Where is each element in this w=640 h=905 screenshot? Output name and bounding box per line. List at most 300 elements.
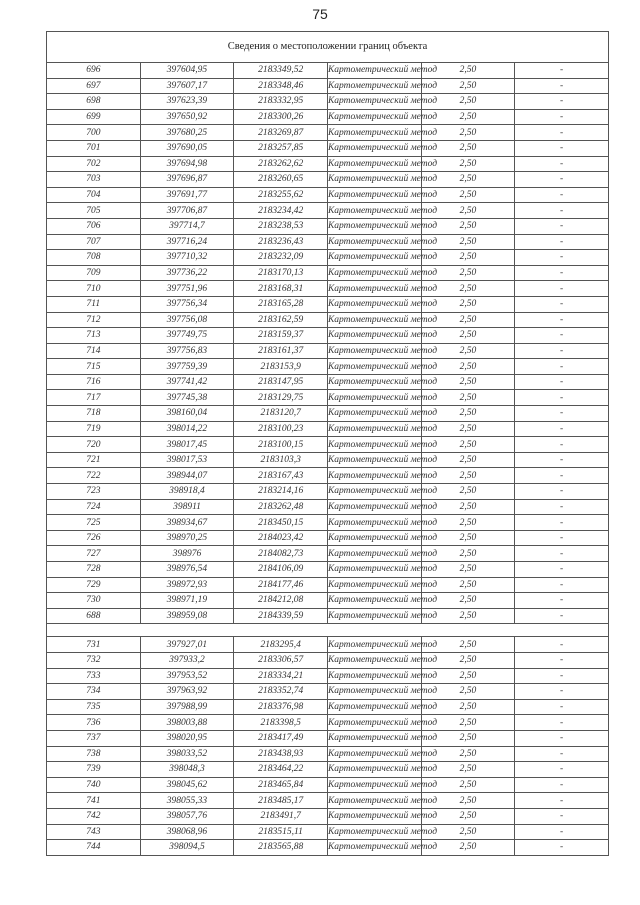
table-row (47, 577, 609, 593)
description-cell: - (515, 390, 609, 406)
method-cell: Картометрический метод (327, 343, 421, 359)
y-coordinate-cell: 2183147,95 (234, 374, 328, 390)
table-row (47, 390, 609, 406)
y-coordinate-cell: 2184106,09 (234, 562, 328, 578)
accuracy-cell: 2,50 (421, 296, 515, 312)
table-row (47, 515, 609, 531)
table-row (47, 562, 609, 578)
y-coordinate-cell: 2183450,15 (234, 515, 328, 531)
x-coordinate-cell: 397953,52 (140, 668, 234, 684)
description-cell: - (515, 343, 609, 359)
accuracy-cell: 2,50 (421, 406, 515, 422)
table-row (47, 484, 609, 500)
method-cell: Картометрический метод (327, 840, 421, 856)
point-number-cell: 707 (47, 234, 141, 250)
y-coordinate-cell: 2183238,53 (234, 218, 328, 234)
table-row (47, 840, 609, 856)
y-coordinate-cell: 2183438,93 (234, 746, 328, 762)
accuracy-cell: 2,50 (421, 187, 515, 203)
method-cell: Картометрический метод (327, 637, 421, 653)
description-cell: - (515, 218, 609, 234)
point-number-cell: 717 (47, 390, 141, 406)
table-row (47, 421, 609, 437)
description-cell: - (515, 530, 609, 546)
accuracy-cell: 2,50 (421, 359, 515, 375)
table-row (47, 234, 609, 250)
point-number-cell: 703 (47, 172, 141, 188)
y-coordinate-cell: 2183162,59 (234, 312, 328, 328)
x-coordinate-cell: 397736,22 (140, 265, 234, 281)
method-cell: Картометрический метод (327, 109, 421, 125)
point-number-cell: 740 (47, 777, 141, 793)
y-coordinate-cell: 2183120,7 (234, 406, 328, 422)
description-cell: - (515, 374, 609, 390)
method-cell: Картометрический метод (327, 730, 421, 746)
y-coordinate-cell: 2183214,16 (234, 484, 328, 500)
point-number-cell: 728 (47, 562, 141, 578)
table-row (47, 808, 609, 824)
method-cell: Картометрический метод (327, 78, 421, 94)
method-cell: Картометрический метод (327, 374, 421, 390)
description-cell: - (515, 637, 609, 653)
method-cell: Картометрический метод (327, 156, 421, 172)
accuracy-cell: 2,50 (421, 699, 515, 715)
description-cell: - (515, 793, 609, 809)
accuracy-cell: 2,50 (421, 140, 515, 156)
y-coordinate-cell: 2183349,52 (234, 63, 328, 79)
accuracy-cell: 2,50 (421, 78, 515, 94)
point-number-cell: 737 (47, 730, 141, 746)
description-cell: - (515, 421, 609, 437)
y-coordinate-cell: 2183100,23 (234, 421, 328, 437)
section-separator-row (47, 624, 609, 637)
y-coordinate-cell: 2183103,3 (234, 452, 328, 468)
y-coordinate-cell: 2183168,31 (234, 281, 328, 297)
y-coordinate-cell: 2183232,09 (234, 250, 328, 266)
y-coordinate-cell: 2183348,46 (234, 78, 328, 94)
accuracy-cell: 2,50 (421, 593, 515, 609)
method-cell: Картометрический метод (327, 652, 421, 668)
description-cell: - (515, 140, 609, 156)
point-number-cell: 708 (47, 250, 141, 266)
accuracy-cell: 2,50 (421, 156, 515, 172)
y-coordinate-cell: 2183352,74 (234, 684, 328, 700)
x-coordinate-cell: 398972,93 (140, 577, 234, 593)
method-cell: Картометрический метод (327, 793, 421, 809)
method-cell: Картометрический метод (327, 746, 421, 762)
accuracy-cell: 2,50 (421, 390, 515, 406)
x-coordinate-cell: 397690,05 (140, 140, 234, 156)
table-row (47, 250, 609, 266)
accuracy-cell: 2,50 (421, 562, 515, 578)
description-cell: - (515, 499, 609, 515)
description-cell: - (515, 328, 609, 344)
x-coordinate-cell: 397759,39 (140, 359, 234, 375)
table-row (47, 593, 609, 609)
point-number-cell: 741 (47, 793, 141, 809)
y-coordinate-cell: 2183257,85 (234, 140, 328, 156)
table-row (47, 187, 609, 203)
point-number-cell: 732 (47, 652, 141, 668)
table-row (47, 312, 609, 328)
point-number-cell: 700 (47, 125, 141, 141)
table-row (47, 265, 609, 281)
description-cell: - (515, 78, 609, 94)
method-cell: Картометрический метод (327, 608, 421, 624)
method-cell: Картометрический метод (327, 203, 421, 219)
table-row (47, 499, 609, 515)
accuracy-cell: 2,50 (421, 312, 515, 328)
table-title-row (47, 32, 609, 63)
table-row (47, 140, 609, 156)
table-row (47, 762, 609, 778)
accuracy-cell: 2,50 (421, 250, 515, 266)
description-cell: - (515, 808, 609, 824)
table-row (47, 437, 609, 453)
x-coordinate-cell: 398944,07 (140, 468, 234, 484)
x-coordinate-cell: 397714,7 (140, 218, 234, 234)
x-coordinate-cell: 398976 (140, 546, 234, 562)
description-cell: - (515, 546, 609, 562)
description-cell: - (515, 668, 609, 684)
y-coordinate-cell: 2183129,75 (234, 390, 328, 406)
point-number-cell: 709 (47, 265, 141, 281)
point-number-cell: 722 (47, 468, 141, 484)
accuracy-cell: 2,50 (421, 824, 515, 840)
x-coordinate-cell: 397696,87 (140, 172, 234, 188)
y-coordinate-cell: 2183465,84 (234, 777, 328, 793)
point-number-cell: 726 (47, 530, 141, 546)
method-cell: Картометрический метод (327, 390, 421, 406)
y-coordinate-cell: 2183255,62 (234, 187, 328, 203)
description-cell: - (515, 515, 609, 531)
accuracy-cell: 2,50 (421, 374, 515, 390)
x-coordinate-cell: 397716,24 (140, 234, 234, 250)
description-cell: - (515, 608, 609, 624)
y-coordinate-cell: 2183306,57 (234, 652, 328, 668)
accuracy-cell: 2,50 (421, 484, 515, 500)
method-cell: Картометрический метод (327, 684, 421, 700)
x-coordinate-cell: 398934,67 (140, 515, 234, 531)
point-number-cell: 716 (47, 374, 141, 390)
method-cell: Картометрический метод (327, 94, 421, 110)
x-coordinate-cell: 398017,45 (140, 437, 234, 453)
x-coordinate-cell: 398003,88 (140, 715, 234, 731)
method-cell: Картометрический метод (327, 296, 421, 312)
x-coordinate-cell: 397710,32 (140, 250, 234, 266)
method-cell: Картометрический метод (327, 699, 421, 715)
point-number-cell: 702 (47, 156, 141, 172)
x-coordinate-cell: 397623,39 (140, 94, 234, 110)
y-coordinate-cell: 2183295,4 (234, 637, 328, 653)
accuracy-cell: 2,50 (421, 777, 515, 793)
table-row (47, 78, 609, 94)
description-cell: - (515, 593, 609, 609)
y-coordinate-cell: 2183234,42 (234, 203, 328, 219)
point-number-cell: 718 (47, 406, 141, 422)
description-cell: - (515, 452, 609, 468)
table-row (47, 281, 609, 297)
method-cell: Картометрический метод (327, 762, 421, 778)
description-cell: - (515, 652, 609, 668)
method-cell: Картометрический метод (327, 530, 421, 546)
table-row (47, 328, 609, 344)
x-coordinate-cell: 398045,62 (140, 777, 234, 793)
description-cell: - (515, 777, 609, 793)
y-coordinate-cell: 2184212,08 (234, 593, 328, 609)
y-coordinate-cell: 2184023,42 (234, 530, 328, 546)
table-row (47, 63, 609, 79)
point-number-cell: 697 (47, 78, 141, 94)
accuracy-cell: 2,50 (421, 730, 515, 746)
x-coordinate-cell: 397751,96 (140, 281, 234, 297)
accuracy-cell: 2,50 (421, 499, 515, 515)
description-cell: - (515, 468, 609, 484)
table-row (47, 125, 609, 141)
x-coordinate-cell: 397745,38 (140, 390, 234, 406)
accuracy-cell: 2,50 (421, 840, 515, 856)
y-coordinate-cell: 2183376,98 (234, 699, 328, 715)
description-cell: - (515, 109, 609, 125)
y-coordinate-cell: 2183269,87 (234, 125, 328, 141)
method-cell: Картометрический метод (327, 265, 421, 281)
point-number-cell: 724 (47, 499, 141, 515)
x-coordinate-cell: 397963,92 (140, 684, 234, 700)
x-coordinate-cell: 398911 (140, 499, 234, 515)
method-cell: Картометрический метод (327, 421, 421, 437)
method-cell: Картометрический метод (327, 468, 421, 484)
point-number-cell: 738 (47, 746, 141, 762)
method-cell: Картометрический метод (327, 125, 421, 141)
point-number-cell: 720 (47, 437, 141, 453)
description-cell: - (515, 172, 609, 188)
x-coordinate-cell: 398017,53 (140, 452, 234, 468)
accuracy-cell: 2,50 (421, 218, 515, 234)
method-cell: Картометрический метод (327, 668, 421, 684)
x-coordinate-cell: 397691,77 (140, 187, 234, 203)
method-cell: Картометрический метод (327, 593, 421, 609)
y-coordinate-cell: 2183159,37 (234, 328, 328, 344)
description-cell: - (515, 296, 609, 312)
x-coordinate-cell: 398014,22 (140, 421, 234, 437)
table-row (47, 468, 609, 484)
accuracy-cell: 2,50 (421, 637, 515, 653)
description-cell: - (515, 762, 609, 778)
method-cell: Картометрический метод (327, 499, 421, 515)
table-row (47, 296, 609, 312)
method-cell: Картометрический метод (327, 777, 421, 793)
table-row (47, 746, 609, 762)
accuracy-cell: 2,50 (421, 421, 515, 437)
method-cell: Картометрический метод (327, 218, 421, 234)
table-row (47, 652, 609, 668)
method-cell: Картометрический метод (327, 715, 421, 731)
boundary-table-body (47, 32, 609, 856)
method-cell: Картометрический метод (327, 187, 421, 203)
method-cell: Картометрический метод (327, 140, 421, 156)
method-cell: Картометрический метод (327, 359, 421, 375)
point-number-cell: 736 (47, 715, 141, 731)
x-coordinate-cell: 397650,92 (140, 109, 234, 125)
point-number-cell: 721 (47, 452, 141, 468)
point-number-cell: 699 (47, 109, 141, 125)
y-coordinate-cell: 2183332,95 (234, 94, 328, 110)
accuracy-cell: 2,50 (421, 125, 515, 141)
table-row (47, 452, 609, 468)
x-coordinate-cell: 398918,4 (140, 484, 234, 500)
y-coordinate-cell: 2184177,46 (234, 577, 328, 593)
table-row (47, 546, 609, 562)
description-cell: - (515, 577, 609, 593)
description-cell: - (515, 359, 609, 375)
method-cell: Картометрический метод (327, 250, 421, 266)
method-cell: Картометрический метод (327, 172, 421, 188)
table-row (47, 715, 609, 731)
point-number-cell: 710 (47, 281, 141, 297)
point-number-cell: 734 (47, 684, 141, 700)
x-coordinate-cell: 397680,25 (140, 125, 234, 141)
method-cell: Картометрический метод (327, 406, 421, 422)
x-coordinate-cell: 398055,33 (140, 793, 234, 809)
table-row (47, 406, 609, 422)
accuracy-cell: 2,50 (421, 577, 515, 593)
y-coordinate-cell: 2183161,37 (234, 343, 328, 359)
accuracy-cell: 2,50 (421, 437, 515, 453)
point-number-cell: 730 (47, 593, 141, 609)
x-coordinate-cell: 398033,52 (140, 746, 234, 762)
accuracy-cell: 2,50 (421, 762, 515, 778)
x-coordinate-cell: 397756,08 (140, 312, 234, 328)
table-row (47, 777, 609, 793)
description-cell: - (515, 250, 609, 266)
description-cell: - (515, 484, 609, 500)
point-number-cell: 719 (47, 421, 141, 437)
accuracy-cell: 2,50 (421, 452, 515, 468)
description-cell: - (515, 824, 609, 840)
point-number-cell: 704 (47, 187, 141, 203)
point-number-cell: 712 (47, 312, 141, 328)
accuracy-cell: 2,50 (421, 608, 515, 624)
x-coordinate-cell: 397988,99 (140, 699, 234, 715)
accuracy-cell: 2,50 (421, 281, 515, 297)
description-cell: - (515, 281, 609, 297)
table-row (47, 530, 609, 546)
method-cell: Картометрический метод (327, 234, 421, 250)
accuracy-cell: 2,50 (421, 468, 515, 484)
method-cell: Картометрический метод (327, 515, 421, 531)
point-number-cell: 731 (47, 637, 141, 653)
accuracy-cell: 2,50 (421, 109, 515, 125)
x-coordinate-cell: 397756,83 (140, 343, 234, 359)
accuracy-cell: 2,50 (421, 746, 515, 762)
accuracy-cell: 2,50 (421, 546, 515, 562)
table-row (47, 684, 609, 700)
x-coordinate-cell: 397694,98 (140, 156, 234, 172)
method-cell: Картометрический метод (327, 562, 421, 578)
description-cell: - (515, 437, 609, 453)
description-cell: - (515, 730, 609, 746)
x-coordinate-cell: 397749,75 (140, 328, 234, 344)
description-cell: - (515, 203, 609, 219)
table-row (47, 374, 609, 390)
table-row (47, 608, 609, 624)
accuracy-cell: 2,50 (421, 343, 515, 359)
description-cell: - (515, 125, 609, 141)
description-cell: - (515, 406, 609, 422)
accuracy-cell: 2,50 (421, 668, 515, 684)
x-coordinate-cell: 398971,19 (140, 593, 234, 609)
x-coordinate-cell: 397607,17 (140, 78, 234, 94)
y-coordinate-cell: 2183565,88 (234, 840, 328, 856)
y-coordinate-cell: 2183260,65 (234, 172, 328, 188)
table-row (47, 203, 609, 219)
x-coordinate-cell: 398068,96 (140, 824, 234, 840)
accuracy-cell: 2,50 (421, 172, 515, 188)
table-row (47, 699, 609, 715)
y-coordinate-cell: 2183464,22 (234, 762, 328, 778)
y-coordinate-cell: 2183491,7 (234, 808, 328, 824)
method-cell: Картометрический метод (327, 312, 421, 328)
x-coordinate-cell: 397706,87 (140, 203, 234, 219)
table-row (47, 793, 609, 809)
table-row (47, 730, 609, 746)
method-cell: Картометрический метод (327, 824, 421, 840)
description-cell: - (515, 562, 609, 578)
point-number-cell: 727 (47, 546, 141, 562)
y-coordinate-cell: 2183100,15 (234, 437, 328, 453)
y-coordinate-cell: 2184082,73 (234, 546, 328, 562)
x-coordinate-cell: 397604,95 (140, 63, 234, 79)
accuracy-cell: 2,50 (421, 203, 515, 219)
x-coordinate-cell: 398959,08 (140, 608, 234, 624)
y-coordinate-cell: 2183485,17 (234, 793, 328, 809)
boundary-table (46, 31, 609, 856)
method-cell: Картометрический метод (327, 437, 421, 453)
table-title: Сведения о местоположении границ объекта (47, 32, 609, 63)
description-cell: - (515, 684, 609, 700)
point-number-cell: 705 (47, 203, 141, 219)
x-coordinate-cell: 398048,3 (140, 762, 234, 778)
table-row (47, 109, 609, 125)
method-cell: Картометрический метод (327, 452, 421, 468)
accuracy-cell: 2,50 (421, 715, 515, 731)
y-coordinate-cell: 2183417,49 (234, 730, 328, 746)
point-number-cell: 742 (47, 808, 141, 824)
description-cell: - (515, 746, 609, 762)
method-cell: Картометрический метод (327, 577, 421, 593)
description-cell: - (515, 187, 609, 203)
y-coordinate-cell: 2183262,48 (234, 499, 328, 515)
x-coordinate-cell: 397756,34 (140, 296, 234, 312)
point-number-cell: 729 (47, 577, 141, 593)
point-number-cell: 714 (47, 343, 141, 359)
y-coordinate-cell: 2183153,9 (234, 359, 328, 375)
description-cell: - (515, 312, 609, 328)
y-coordinate-cell: 2183262,62 (234, 156, 328, 172)
description-cell: - (515, 156, 609, 172)
point-number-cell: 735 (47, 699, 141, 715)
method-cell: Картометрический метод (327, 281, 421, 297)
x-coordinate-cell: 398020,95 (140, 730, 234, 746)
table-row (47, 343, 609, 359)
accuracy-cell: 2,50 (421, 793, 515, 809)
table-row (47, 668, 609, 684)
accuracy-cell: 2,50 (421, 328, 515, 344)
accuracy-cell: 2,50 (421, 652, 515, 668)
point-number-cell: 739 (47, 762, 141, 778)
accuracy-cell: 2,50 (421, 530, 515, 546)
table-row (47, 637, 609, 653)
